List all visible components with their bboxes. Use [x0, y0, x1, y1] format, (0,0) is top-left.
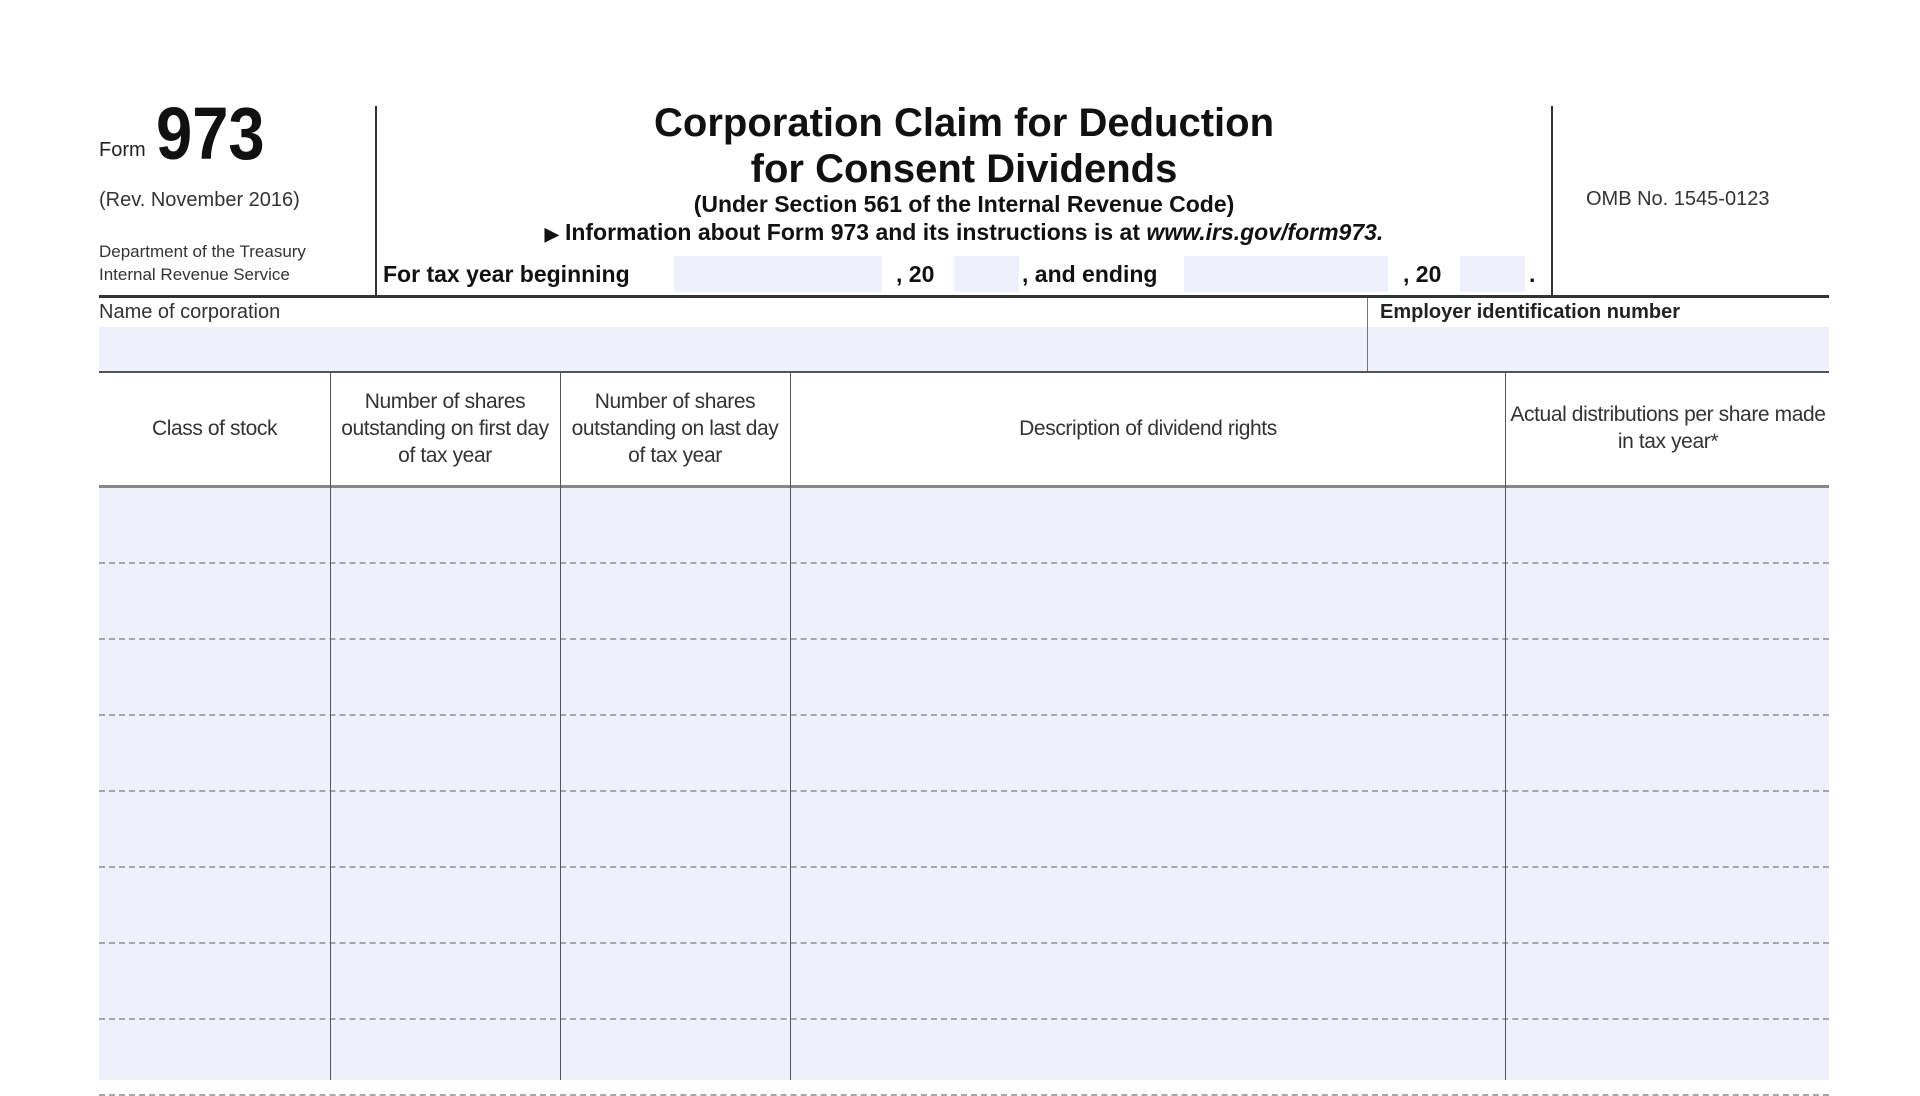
cell-shares-last-day	[560, 944, 790, 1018]
cell-distributions-per-share	[1505, 792, 1829, 866]
shares-last-day-input[interactable]	[560, 868, 790, 942]
cell-class-of-stock	[99, 488, 330, 562]
class-of-stock-input[interactable]	[99, 488, 330, 562]
info-line	[377, 219, 1551, 246]
agency: Internal Revenue Service	[99, 265, 290, 284]
cell-shares-last-day	[560, 640, 790, 714]
cell-dividend-rights	[790, 944, 1505, 1018]
cell-shares-last-day	[560, 564, 790, 638]
form-label: Form	[99, 139, 146, 161]
form-title	[377, 100, 1551, 192]
cell-shares-last-day	[560, 716, 790, 790]
col-divider-4	[1505, 372, 1506, 1080]
shares-last-day-input[interactable]	[560, 792, 790, 866]
cell-dividend-rights	[790, 868, 1505, 942]
shares-first-day-input[interactable]	[330, 640, 560, 714]
table-row	[99, 716, 1829, 792]
shares-first-day-input[interactable]	[330, 716, 560, 790]
shares-first-day-input[interactable]	[330, 792, 560, 866]
form-number: 973	[155, 92, 265, 175]
table-header-rule	[99, 485, 1829, 488]
cell-shares-first-day	[330, 792, 560, 866]
distributions-per-share-input[interactable]	[1505, 944, 1829, 1018]
cell-dividend-rights	[790, 564, 1505, 638]
table-row	[99, 792, 1829, 868]
distributions-per-share-input[interactable]	[1505, 716, 1829, 790]
ein-input[interactable]	[1368, 327, 1829, 371]
class-of-stock-input[interactable]	[99, 944, 330, 1018]
header-divider-right	[1551, 106, 1553, 296]
year-prefix-1: , 20	[896, 261, 935, 287]
cell-class-of-stock	[99, 716, 330, 790]
col-divider-1	[330, 372, 331, 1080]
distributions-per-share-input[interactable]	[1505, 488, 1829, 562]
form-id	[99, 92, 279, 175]
class-of-stock-input[interactable]	[99, 792, 330, 866]
cell-class-of-stock	[99, 564, 330, 638]
table-row	[99, 944, 1829, 1020]
distributions-per-share-input[interactable]	[1505, 564, 1829, 638]
dividend-rights-input[interactable]	[790, 868, 1505, 942]
header-rule	[99, 295, 1829, 298]
distributions-per-share-input[interactable]	[1505, 792, 1829, 866]
cell-distributions-per-share	[1505, 716, 1829, 790]
cell-class-of-stock	[99, 792, 330, 866]
class-of-stock-input[interactable]	[99, 1020, 330, 1094]
shares-last-day-input[interactable]	[560, 944, 790, 1018]
dividend-rights-input[interactable]	[790, 792, 1505, 866]
cell-shares-last-day	[560, 868, 790, 942]
cell-class-of-stock	[99, 1020, 330, 1094]
cell-dividend-rights	[790, 488, 1505, 562]
period-mark: .	[1529, 261, 1536, 287]
shares-first-day-input[interactable]	[330, 564, 560, 638]
cell-distributions-per-share	[1505, 488, 1829, 562]
cell-distributions-per-share	[1505, 868, 1829, 942]
shares-last-day-input[interactable]	[560, 716, 790, 790]
dividend-rights-input[interactable]	[790, 1020, 1505, 1094]
tax-year-ending-year-input[interactable]	[1460, 256, 1525, 292]
cell-class-of-stock	[99, 944, 330, 1018]
shares-first-day-input[interactable]	[330, 868, 560, 942]
tax-year-beginning-label: For tax year beginning	[383, 261, 630, 287]
cell-shares-last-day	[560, 488, 790, 562]
cell-distributions-per-share	[1505, 944, 1829, 1018]
table-row	[99, 640, 1829, 716]
cell-shares-last-day	[560, 792, 790, 866]
table-row	[99, 1020, 1829, 1096]
cell-dividend-rights	[790, 716, 1505, 790]
distributions-per-share-input[interactable]	[1505, 868, 1829, 942]
revision-date: (Rev. November 2016)	[99, 189, 300, 211]
ein-label: Employer identification number	[1380, 301, 1681, 323]
class-of-stock-input[interactable]	[99, 640, 330, 714]
tax-year-beginning-input[interactable]	[674, 256, 882, 292]
dividend-rights-input[interactable]	[790, 488, 1505, 562]
corporation-name-input[interactable]	[99, 327, 1367, 371]
tax-year-ending-input[interactable]	[1184, 256, 1388, 292]
shares-last-day-input[interactable]	[560, 1020, 790, 1094]
shares-first-day-input[interactable]	[330, 488, 560, 562]
cell-class-of-stock	[99, 640, 330, 714]
cell-shares-first-day	[330, 944, 560, 1018]
corporation-name-label: Name of corporation	[99, 301, 281, 323]
col-divider-2	[560, 372, 561, 1080]
cell-shares-first-day	[330, 1020, 560, 1094]
tax-year-ending-label: , and ending	[1022, 261, 1158, 287]
distributions-per-share-input[interactable]	[1505, 640, 1829, 714]
cell-shares-first-day	[330, 868, 560, 942]
col-header-distributions: Actual distributions per share made in tax year*	[1510, 403, 1826, 453]
class-of-stock-input[interactable]	[99, 868, 330, 942]
shares-first-day-input[interactable]	[330, 1020, 560, 1094]
cell-dividend-rights	[790, 640, 1505, 714]
form-subtitle: (Under Section 561 of the Internal Revenue Code)	[693, 191, 1235, 217]
shares-last-day-input[interactable]	[560, 640, 790, 714]
arrow-right-icon: ▶	[544, 224, 559, 244]
info-url[interactable]: www.irs.gov/form973.	[1146, 219, 1384, 245]
cell-distributions-per-share	[1505, 564, 1829, 638]
table-row	[99, 564, 1829, 640]
table-row	[99, 488, 1829, 564]
cell-class-of-stock	[99, 868, 330, 942]
year-prefix-2: , 20	[1403, 261, 1442, 287]
title-line-1: Corporation Claim for Deduction	[654, 101, 1274, 145]
omb-number: OMB No. 1545-0123	[1586, 188, 1770, 210]
cell-distributions-per-share	[1505, 1020, 1829, 1094]
class-of-stock-input[interactable]	[99, 716, 330, 790]
cell-dividend-rights	[790, 1020, 1505, 1094]
col-header-description: Description of dividend rights	[1019, 416, 1277, 440]
cell-shares-first-day	[330, 640, 560, 714]
cell-shares-first-day	[330, 488, 560, 562]
cell-distributions-per-share	[1505, 640, 1829, 714]
distributions-per-share-input[interactable]	[1505, 1020, 1829, 1094]
table-row	[99, 868, 1829, 944]
dividend-rights-input[interactable]	[790, 716, 1505, 790]
cell-shares-first-day	[330, 564, 560, 638]
col-header-class: Class of stock	[151, 416, 278, 440]
shares-first-day-input[interactable]	[330, 944, 560, 1018]
cell-shares-first-day	[330, 716, 560, 790]
dividend-rights-input[interactable]	[790, 944, 1505, 1018]
info-text: Information about Form 973 and its instructions is at	[564, 219, 1147, 245]
title-line-2: for Consent Dividends	[750, 147, 1178, 191]
dividend-rights-input[interactable]	[790, 640, 1505, 714]
col-header-shares-last: Number of shares outstanding on last day of tax year	[571, 389, 779, 467]
col-divider-3	[790, 372, 791, 1080]
shares-last-day-input[interactable]	[560, 488, 790, 562]
cell-shares-last-day	[560, 1020, 790, 1094]
tax-year-beginning-year-input[interactable]	[954, 256, 1019, 292]
cell-dividend-rights	[790, 792, 1505, 866]
col-header-shares-first: Number of shares outstanding on first day of tax year	[341, 389, 549, 467]
shares-last-day-input[interactable]	[560, 564, 790, 638]
department: Department of the Treasury	[99, 242, 306, 261]
class-of-stock-input[interactable]	[99, 564, 330, 638]
dividend-rights-input[interactable]	[790, 564, 1505, 638]
